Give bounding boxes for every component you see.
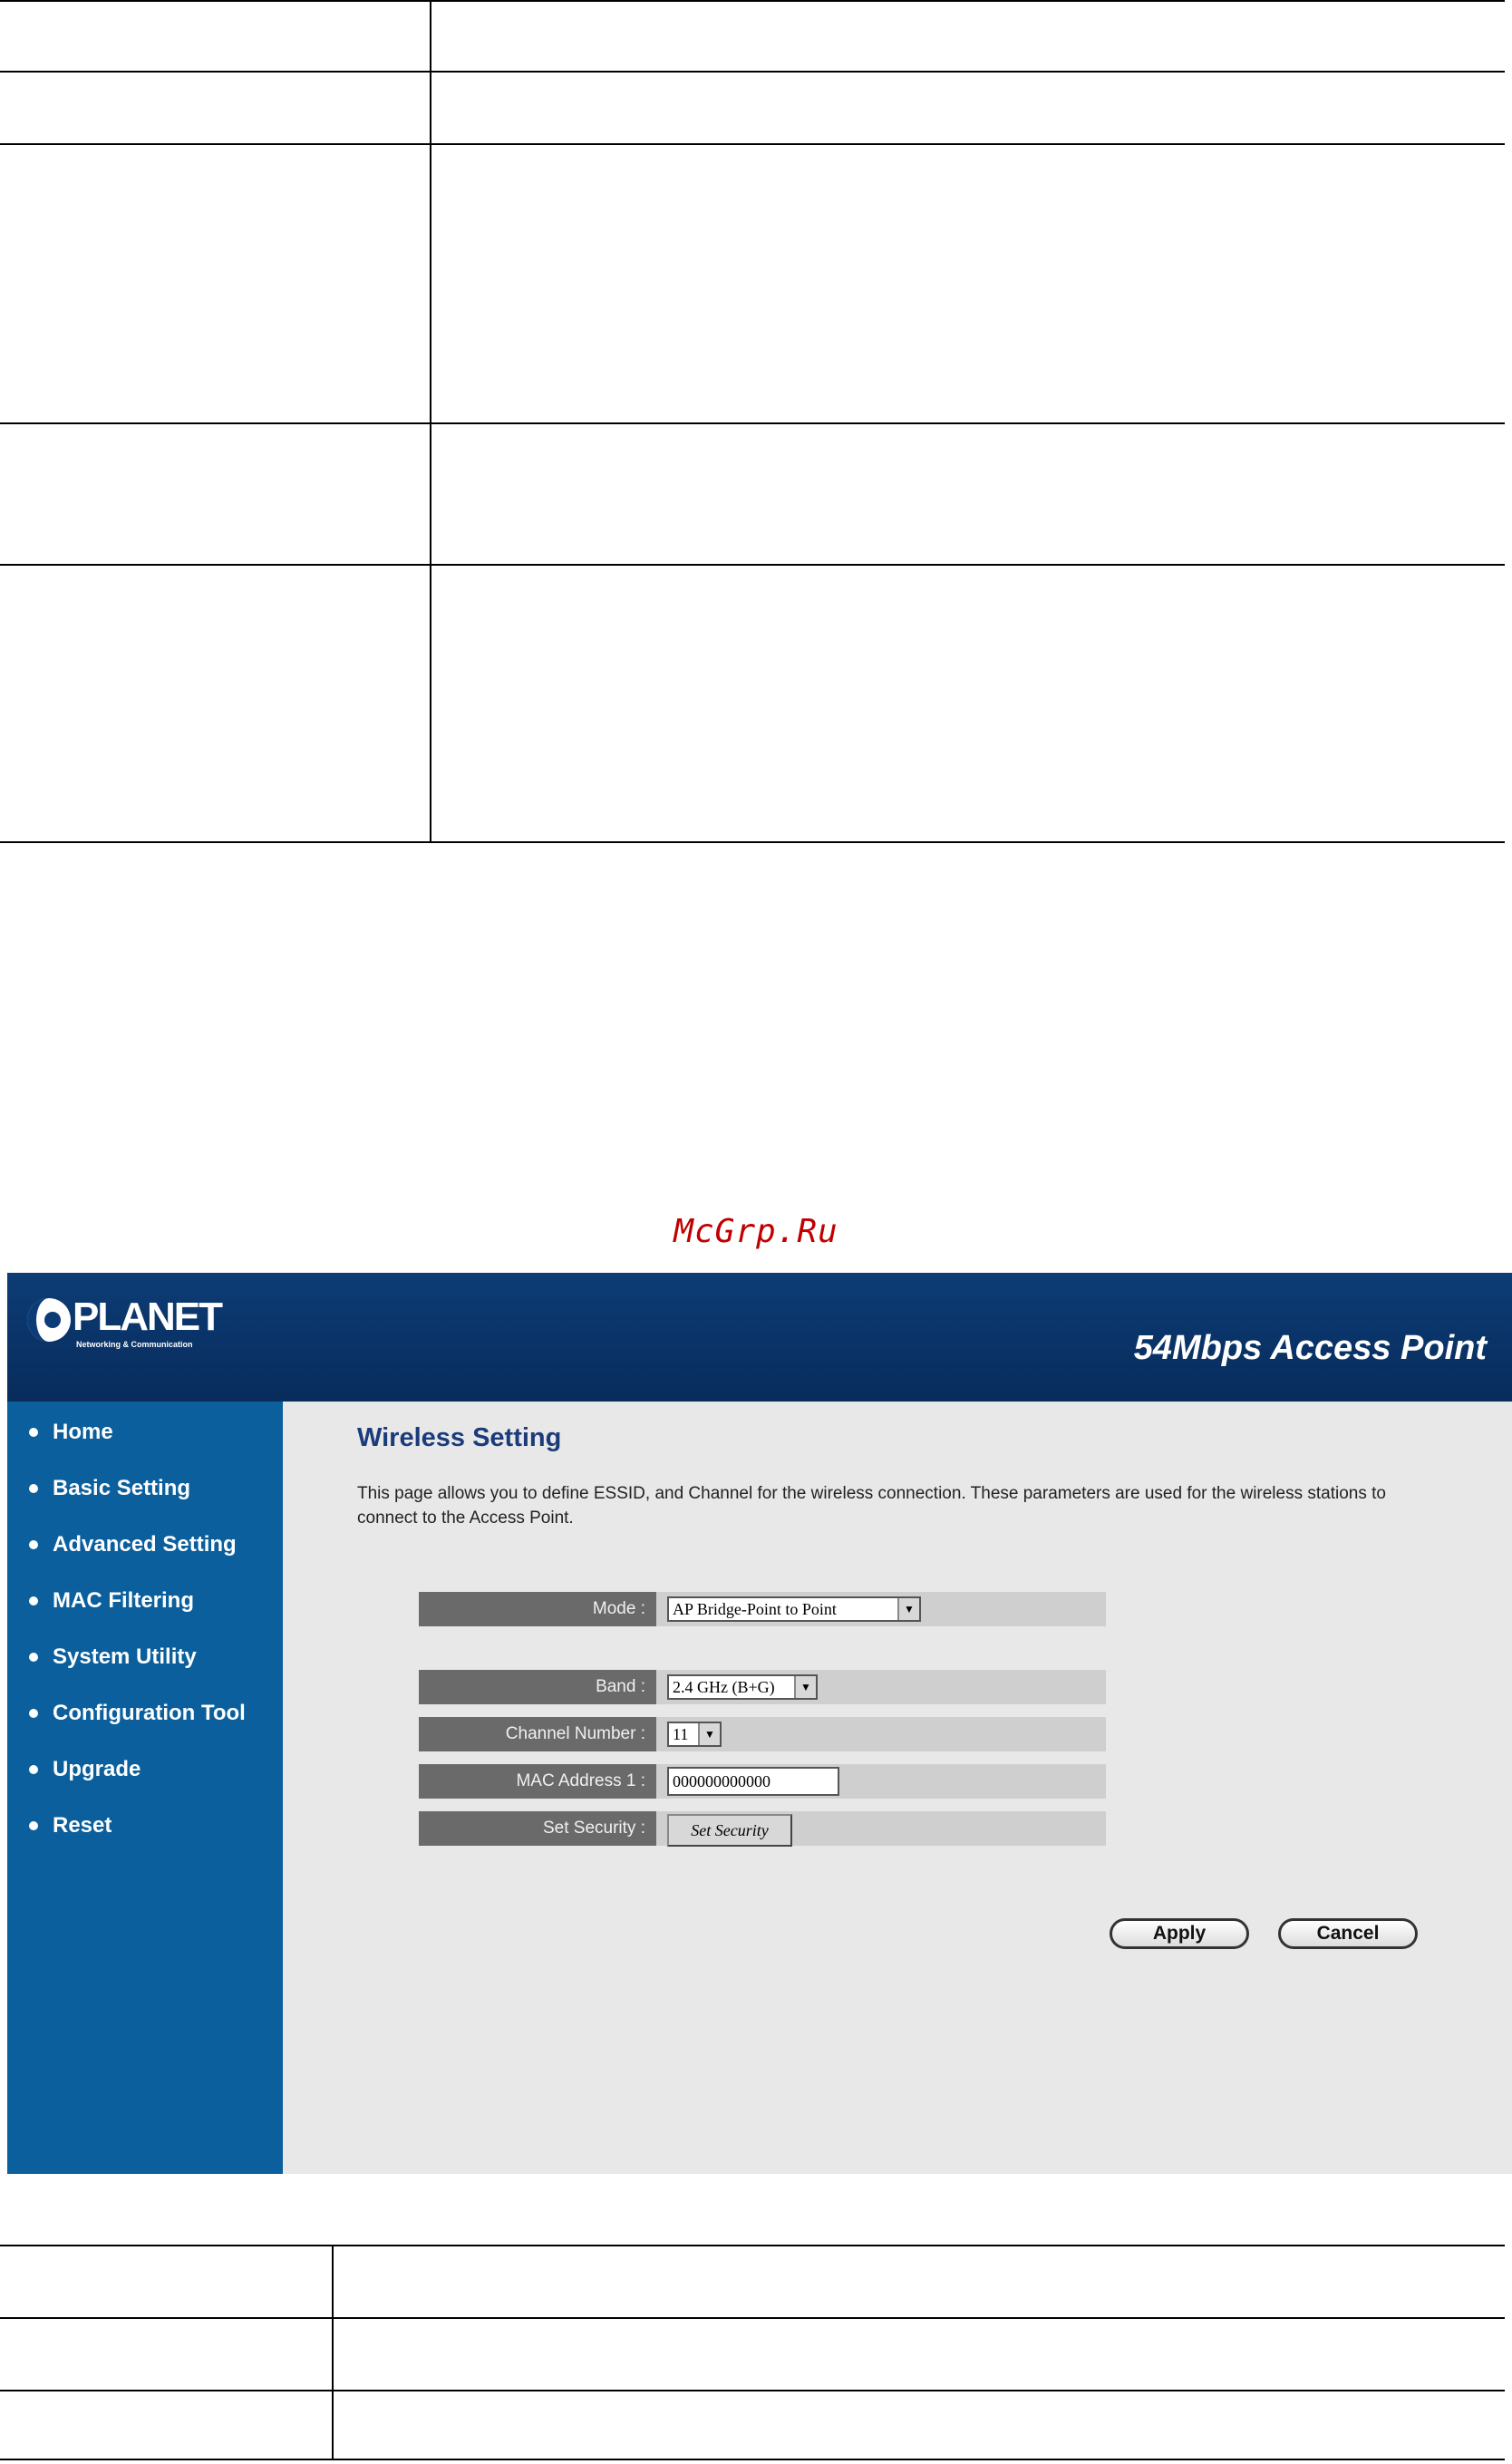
- table-rule: [0, 2390, 1505, 2391]
- page-title: Wireless Setting: [357, 1423, 562, 1452]
- sidebar-item-label: MAC Filtering: [53, 1588, 194, 1613]
- channel-select-value: 11: [673, 1725, 689, 1743]
- mac-address-label: MAC Address 1 :: [419, 1764, 656, 1799]
- sidebar-item-mac-filtering[interactable]: [29, 1588, 194, 1614]
- band-row: [419, 1670, 1106, 1704]
- channel-row: [419, 1717, 1106, 1751]
- table-rule: [0, 2317, 1505, 2319]
- chevron-down-icon[interactable]: ▼: [698, 1723, 720, 1745]
- band-select[interactable]: [667, 1674, 818, 1700]
- table-rule: [0, 71, 1505, 73]
- bullet-icon: [29, 1428, 38, 1437]
- sidebar-item-label: Basic Setting: [53, 1476, 191, 1500]
- bullet-icon: [29, 1540, 38, 1549]
- sidebar-item-label: Upgrade: [53, 1757, 141, 1781]
- set-security-button[interactable]: Set Security: [667, 1814, 792, 1847]
- band-select-value: 2.4 GHz (B+G): [673, 1678, 775, 1696]
- table-rule: [0, 422, 1505, 424]
- sidebar-item-basic-setting[interactable]: [29, 1476, 190, 1501]
- table-rule: [0, 841, 1505, 843]
- top-parameter-table: [0, 0, 1505, 843]
- logo-text: PLANET: [73, 1295, 221, 1339]
- sidebar-item-label: Configuration Tool: [53, 1701, 246, 1725]
- bullet-icon: [29, 1821, 38, 1830]
- sidebar: [7, 1402, 283, 2174]
- bottom-parameter-table: [0, 2245, 1505, 2462]
- chevron-down-icon[interactable]: ▼: [794, 1676, 816, 1698]
- table-rule: [0, 143, 1505, 145]
- mode-row: [419, 1592, 1106, 1626]
- sidebar-item-reset[interactable]: [29, 1813, 111, 1838]
- sidebar-item-label: Advanced Setting: [53, 1532, 237, 1557]
- sidebar-item-system-utility[interactable]: [29, 1644, 197, 1670]
- mode-label: Mode :: [419, 1592, 656, 1626]
- sidebar-item-label: Home: [53, 1420, 113, 1444]
- sidebar-item-configuration-tool[interactable]: [29, 1701, 246, 1726]
- main-content: [283, 1402, 1512, 2174]
- bullet-icon: [29, 1709, 38, 1718]
- mac-address-row: [419, 1764, 1106, 1799]
- chevron-down-icon[interactable]: ▼: [897, 1598, 919, 1620]
- mode-select-value: AP Bridge-Point to Point: [673, 1600, 837, 1618]
- sidebar-item-label: System Utility: [53, 1644, 197, 1669]
- page-description: This page allows you to define ESSID, and Channel for the wireless connection. These parameters are used for the wireless stations to connect to the Access Point.: [357, 1484, 1386, 1528]
- sidebar-item-label: Reset: [53, 1813, 112, 1838]
- bullet-icon: [29, 1484, 38, 1493]
- table-column-divider: [332, 2245, 334, 2460]
- security-row: [419, 1811, 1106, 1846]
- mode-select[interactable]: [667, 1596, 921, 1622]
- bullet-icon: [29, 1596, 38, 1605]
- sidebar-item-home[interactable]: [29, 1420, 113, 1445]
- table-rule: [0, 2459, 1505, 2460]
- mac-address-input[interactable]: 000000000000: [667, 1767, 839, 1796]
- planet-logo: [25, 1289, 243, 1354]
- header-banner: [7, 1273, 1512, 1402]
- bullet-icon: [29, 1765, 38, 1774]
- logo-tagline: Networking & Communication: [76, 1340, 193, 1349]
- watermark: McGrp.Ru: [674, 1213, 838, 1250]
- sidebar-item-upgrade[interactable]: [29, 1757, 141, 1782]
- planet-logo-icon: [25, 1295, 71, 1345]
- channel-label: Channel Number :: [419, 1717, 656, 1751]
- table-rule: [0, 0, 1505, 2]
- apply-button[interactable]: Apply: [1110, 1918, 1249, 1949]
- wireless-setting-screenshot: [7, 1273, 1512, 2174]
- cancel-button[interactable]: Cancel: [1278, 1918, 1418, 1949]
- product-name: 54Mbps Access Point: [1133, 1329, 1487, 1367]
- security-label: Set Security :: [419, 1811, 656, 1846]
- sidebar-item-advanced-setting[interactable]: [29, 1532, 237, 1557]
- band-label: Band :: [419, 1670, 656, 1704]
- bullet-icon: [29, 1653, 38, 1662]
- table-rule: [0, 2245, 1505, 2246]
- table-column-divider: [430, 0, 431, 843]
- channel-select[interactable]: [667, 1722, 722, 1747]
- table-rule: [0, 564, 1505, 566]
